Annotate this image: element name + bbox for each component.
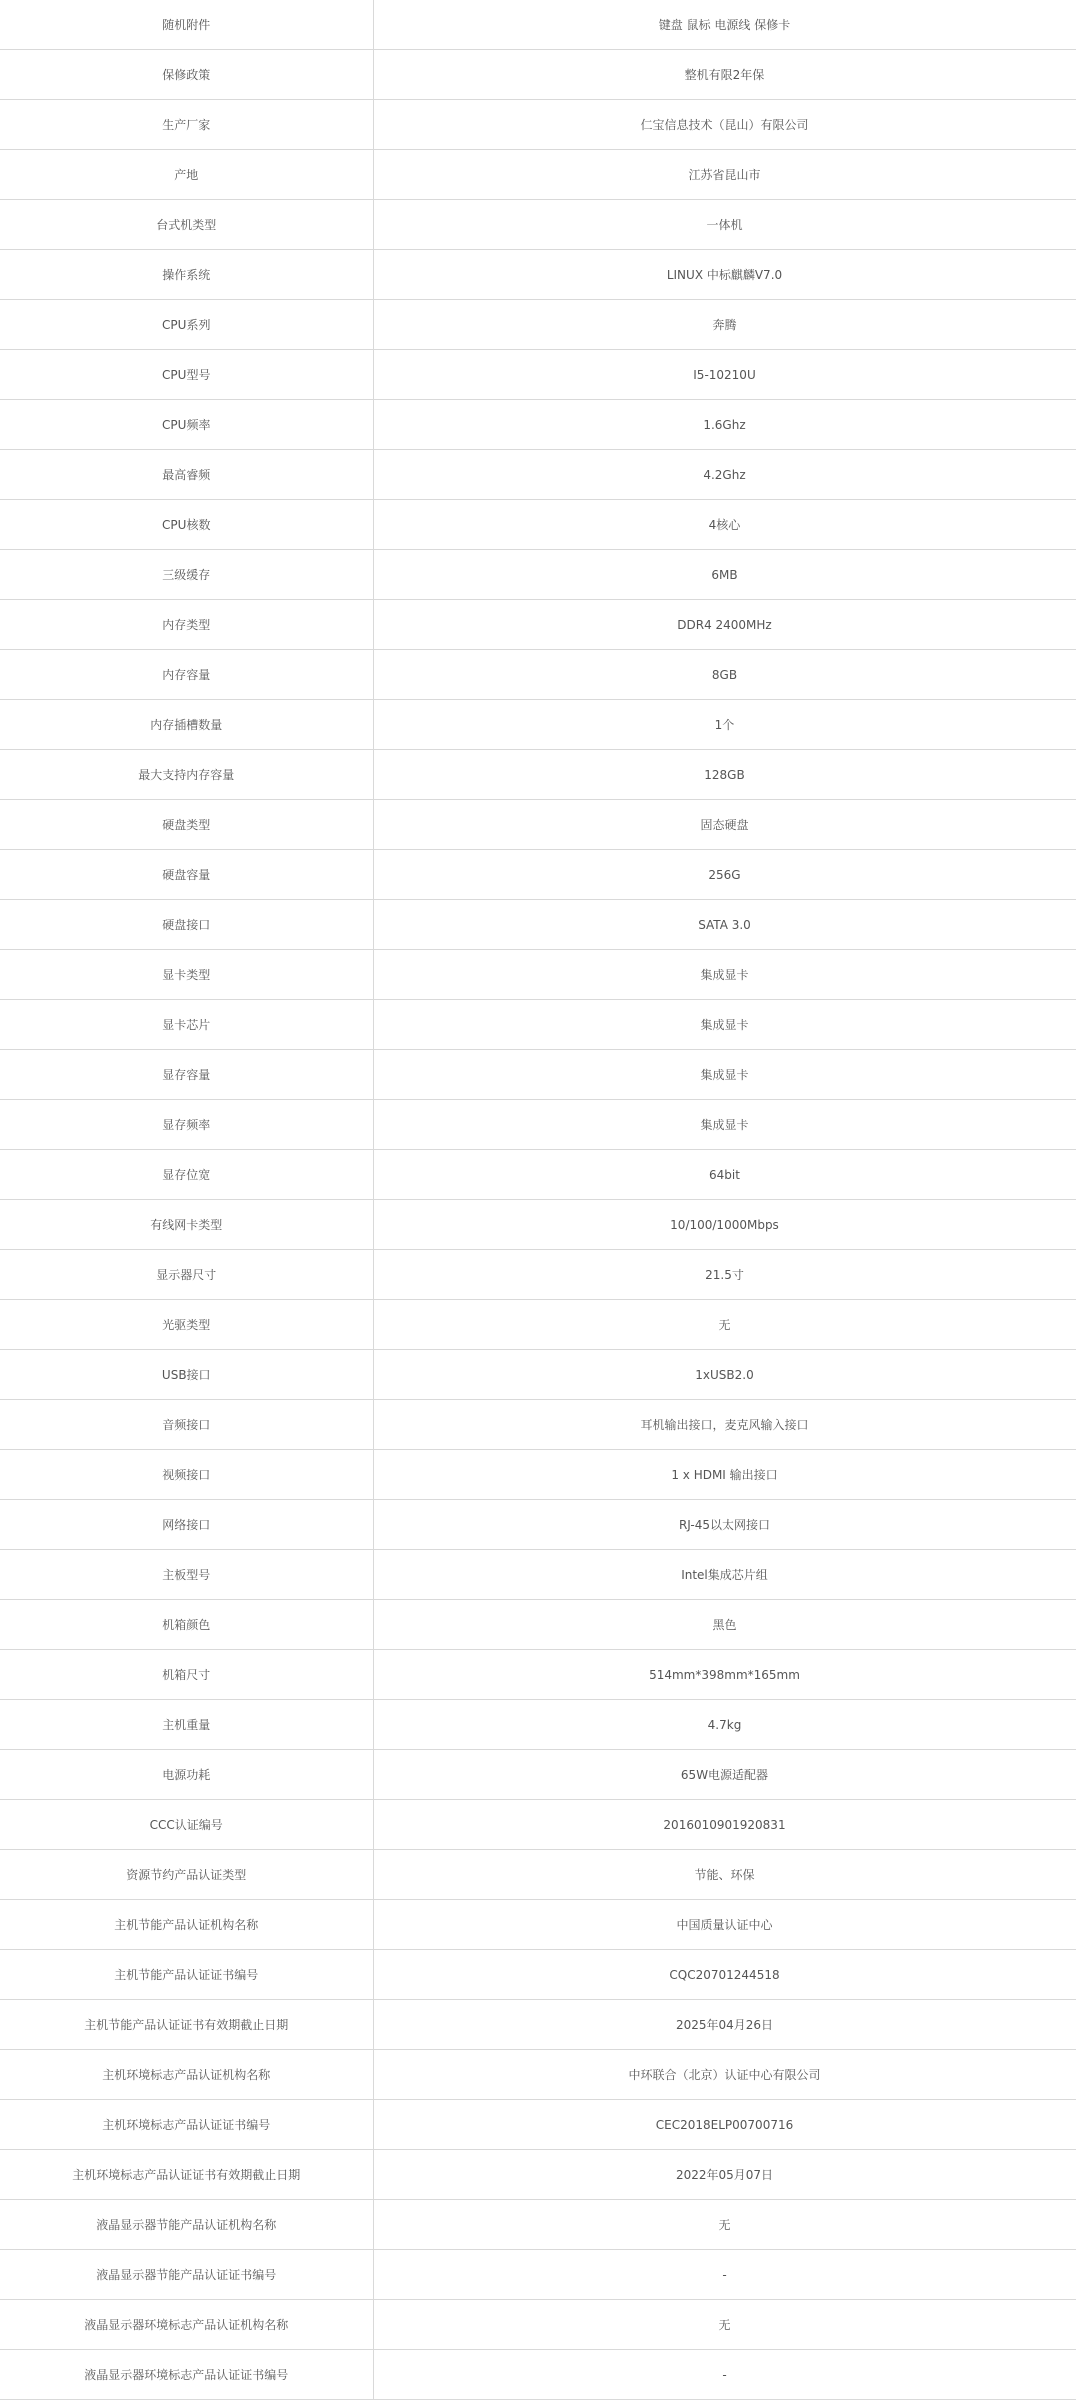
spec-value: 无 [373,2300,1076,2350]
spec-label: 主机节能产品认证证书编号 [0,1950,373,2000]
spec-value: 江苏省昆山市 [373,150,1076,200]
spec-label: 产地 [0,150,373,200]
table-row [0,1850,1076,1900]
table-row [0,1450,1076,1500]
table-row [0,200,1076,250]
spec-label: 液晶显示器环境标志产品认证证书编号 [0,2350,373,2400]
spec-label: 电源功耗 [0,1750,373,1800]
table-row [0,2350,1076,2400]
table-row [0,50,1076,100]
spec-value: 65W电源适配器 [373,1750,1076,1800]
spec-label: 显示器尺寸 [0,1250,373,1300]
spec-label: 液晶显示器节能产品认证证书编号 [0,2250,373,2300]
spec-value: - [373,2250,1076,2300]
table-row [0,1150,1076,1200]
table-row [0,600,1076,650]
spec-value: 集成显卡 [373,1050,1076,1100]
table-row [0,1400,1076,1450]
spec-value: 6MB [373,550,1076,600]
spec-value: CEC2018ELP00700716 [373,2100,1076,2150]
spec-label: 三级缓存 [0,550,373,600]
table-row [0,1250,1076,1300]
table-row [0,1350,1076,1400]
spec-label: 网络接口 [0,1500,373,1550]
spec-label: 显存容量 [0,1050,373,1100]
spec-label: 主机节能产品认证机构名称 [0,1900,373,1950]
spec-value: 2016010901920831 [373,1800,1076,1850]
table-row [0,150,1076,200]
table-row [0,550,1076,600]
table-row [0,1750,1076,1800]
table-row [0,0,1076,50]
spec-value: 集成显卡 [373,1000,1076,1050]
spec-value: 10/100/1000Mbps [373,1200,1076,1250]
spec-label: 主机环境标志产品认证证书编号 [0,2100,373,2150]
table-row [0,1700,1076,1750]
table-row [0,800,1076,850]
spec-label: 光驱类型 [0,1300,373,1350]
spec-label: 生产厂家 [0,100,373,150]
spec-value: 整机有限2年保 [373,50,1076,100]
table-row [0,1550,1076,1600]
spec-value: LINUX 中标麒麟V7.0 [373,250,1076,300]
spec-value: DDR4 2400MHz [373,600,1076,650]
spec-label: CPU系列 [0,300,373,350]
table-row [0,2200,1076,2250]
table-row [0,750,1076,800]
table-row [0,900,1076,950]
spec-label: CPU频率 [0,400,373,450]
table-row [0,1000,1076,1050]
table-row [0,2100,1076,2150]
table-row [0,450,1076,500]
spec-value: 1xUSB2.0 [373,1350,1076,1400]
spec-label: 显卡类型 [0,950,373,1000]
spec-label: CPU型号 [0,350,373,400]
spec-value: 4.2Ghz [373,450,1076,500]
spec-value: 514mm*398mm*165mm [373,1650,1076,1700]
spec-label: 显存频率 [0,1100,373,1150]
spec-value: RJ-45以太网接口 [373,1500,1076,1550]
spec-label: 资源节约产品认证类型 [0,1850,373,1900]
table-row [0,1800,1076,1850]
spec-value: 耳机输出接口，麦克风输入接口 [373,1400,1076,1450]
table-row [0,400,1076,450]
spec-value: I5-10210U [373,350,1076,400]
spec-label: 显卡芯片 [0,1000,373,1050]
spec-value: 128GB [373,750,1076,800]
spec-label: 保修政策 [0,50,373,100]
spec-value: 中环联合（北京）认证中心有限公司 [373,2050,1076,2100]
spec-label: 主机重量 [0,1700,373,1750]
spec-label: 液晶显示器环境标志产品认证机构名称 [0,2300,373,2350]
table-row [0,650,1076,700]
spec-label: 主机环境标志产品认证证书有效期截止日期 [0,2150,373,2200]
spec-value: 一体机 [373,200,1076,250]
spec-value: 8GB [373,650,1076,700]
spec-label: 硬盘容量 [0,850,373,900]
table-row [0,1900,1076,1950]
spec-label: 机箱颜色 [0,1600,373,1650]
spec-value: 黑色 [373,1600,1076,1650]
table-row [0,1200,1076,1250]
spec-value: - [373,2350,1076,2400]
table-row [0,1600,1076,1650]
spec-value: CQC20701244518 [373,1950,1076,2000]
table-row [0,1100,1076,1150]
spec-label: 显存位宽 [0,1150,373,1200]
table-row [0,250,1076,300]
table-row [0,1050,1076,1100]
table-row [0,1300,1076,1350]
table-row [0,350,1076,400]
spec-label: 音频接口 [0,1400,373,1450]
table-row [0,2300,1076,2350]
table-row [0,1950,1076,2000]
spec-value: Intel集成芯片组 [373,1550,1076,1600]
table-row [0,850,1076,900]
spec-label: 操作系统 [0,250,373,300]
spec-label: 视频接口 [0,1450,373,1500]
spec-value: 2025年04月26日 [373,2000,1076,2050]
table-row [0,700,1076,750]
spec-label: 内存容量 [0,650,373,700]
spec-label: USB接口 [0,1350,373,1400]
spec-label: 随机附件 [0,0,373,50]
spec-value: 4.7kg [373,1700,1076,1750]
spec-label: 硬盘接口 [0,900,373,950]
spec-label: 有线网卡类型 [0,1200,373,1250]
spec-label: 主板型号 [0,1550,373,1600]
table-row [0,1650,1076,1700]
spec-label: 最高睿频 [0,450,373,500]
table-row [0,1500,1076,1550]
table-row [0,100,1076,150]
spec-label: 内存插槽数量 [0,700,373,750]
table-row [0,2000,1076,2050]
spec-value: 1 x HDMI 输出接口 [373,1450,1076,1500]
spec-value: 中国质量认证中心 [373,1900,1076,1950]
table-row [0,2050,1076,2100]
spec-value: 无 [373,2200,1076,2250]
spec-value: 1个 [373,700,1076,750]
spec-label: 液晶显示器节能产品认证机构名称 [0,2200,373,2250]
spec-value: 节能、环保 [373,1850,1076,1900]
spec-label: 主机节能产品认证证书有效期截止日期 [0,2000,373,2050]
spec-value: 仁宝信息技术（昆山）有限公司 [373,100,1076,150]
spec-value: 键盘 鼠标 电源线 保修卡 [373,0,1076,50]
spec-value: 2022年05月07日 [373,2150,1076,2200]
spec-value: 1.6Ghz [373,400,1076,450]
spec-label: CPU核数 [0,500,373,550]
spec-label: 机箱尺寸 [0,1650,373,1700]
spec-label: CCC认证编号 [0,1800,373,1850]
table-row [0,2150,1076,2200]
spec-value: 21.5寸 [373,1250,1076,1300]
spec-label: 内存类型 [0,600,373,650]
spec-value: 集成显卡 [373,1100,1076,1150]
spec-value: SATA 3.0 [373,900,1076,950]
spec-label: 最大支持内存容量 [0,750,373,800]
spec-value: 无 [373,1300,1076,1350]
spec-value: 256G [373,850,1076,900]
table-row [0,2250,1076,2300]
spec-value: 64bit [373,1150,1076,1200]
spec-label: 硬盘类型 [0,800,373,850]
table-row [0,500,1076,550]
spec-value: 集成显卡 [373,950,1076,1000]
spec-value: 固态硬盘 [373,800,1076,850]
spec-label: 主机环境标志产品认证机构名称 [0,2050,373,2100]
spec-value: 4核心 [373,500,1076,550]
table-row [0,950,1076,1000]
spec-value: 奔腾 [373,300,1076,350]
table-row [0,300,1076,350]
spec-label: 台式机类型 [0,200,373,250]
